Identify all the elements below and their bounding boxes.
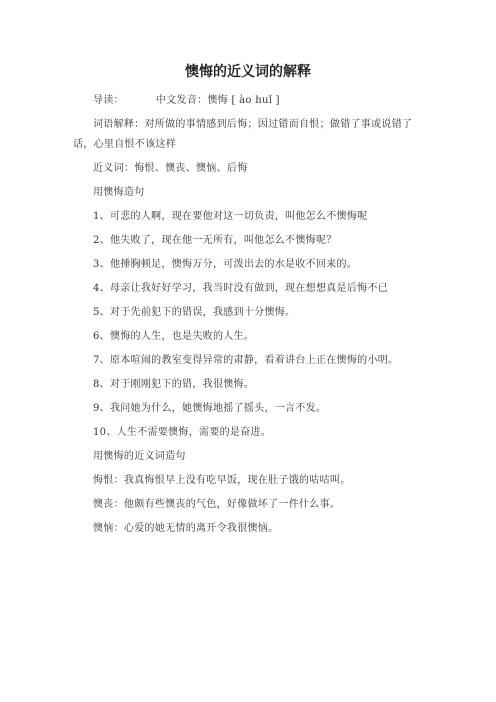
example-sentence: 6、懊悔的人生，也是失败的人生。 bbox=[93, 331, 255, 342]
example-sentence: 5、对于先前犯下的错误，我感到十分懊悔。 bbox=[93, 307, 296, 318]
example-sentence: 7、原本喧闹的教室变得异常的肃静，看着讲台上正在懊悔的小明。 bbox=[93, 355, 399, 366]
example-sentence: 8、对于刚刚犯下的错，我很懊悔。 bbox=[93, 379, 255, 390]
section-heading-synonym-sentences: 用懊悔的近义词造句 bbox=[93, 451, 186, 462]
intro-text: 中文发音：懊悔 [ ào huǐ ] bbox=[155, 95, 280, 106]
example-sentence: 10、人生不需要懊悔，需要的是奋进。 bbox=[93, 427, 272, 438]
intro-line bbox=[73, 91, 423, 111]
paragraph-definition: 词语解释：对所做的事情感到后悔；因过错而自恨；做错了事或说错了话，心里自恨不该这样 bbox=[73, 119, 413, 150]
paragraph-synonyms: 近义词：悔恨、懊丧、懊恼、后悔 bbox=[93, 163, 248, 174]
example-sentence: 1、可悲的人啊，现在要他对这一切负责，叫他怎么不懊悔呢 bbox=[93, 211, 368, 222]
synonym-sentence: 懊恼：心爱的她无情的离开令我很懊恼。 bbox=[93, 523, 279, 534]
document-title: 懊悔的近义词的解释 bbox=[185, 64, 311, 80]
synonym-sentence: 懊丧：他颇有些懊丧的气色，好像做坏了一件什么事。 bbox=[93, 499, 341, 510]
example-sentence: 9、我问她为什么，她懊悔地摇了摇头，一言不发。 bbox=[93, 403, 327, 414]
example-sentence: 4、母亲让我好好学习，我当时没有做到，现在想想真是后悔不已 bbox=[93, 283, 389, 294]
section-heading-sentences: 用懊悔造句 bbox=[93, 187, 145, 198]
example-sentence: 3、他捶胸顿足，懊悔万分，可泼出去的水是收不回来的。 bbox=[93, 259, 358, 270]
example-sentence: 2、他失败了，现在他一无所有，叫他怎么不懊悔呢？ bbox=[93, 235, 337, 246]
intro-label: 导读： bbox=[93, 95, 124, 106]
synonym-sentence: 悔恨：我真悔恨早上没有吃早饭，现在肚子饿的咕咕叫。 bbox=[93, 475, 351, 486]
